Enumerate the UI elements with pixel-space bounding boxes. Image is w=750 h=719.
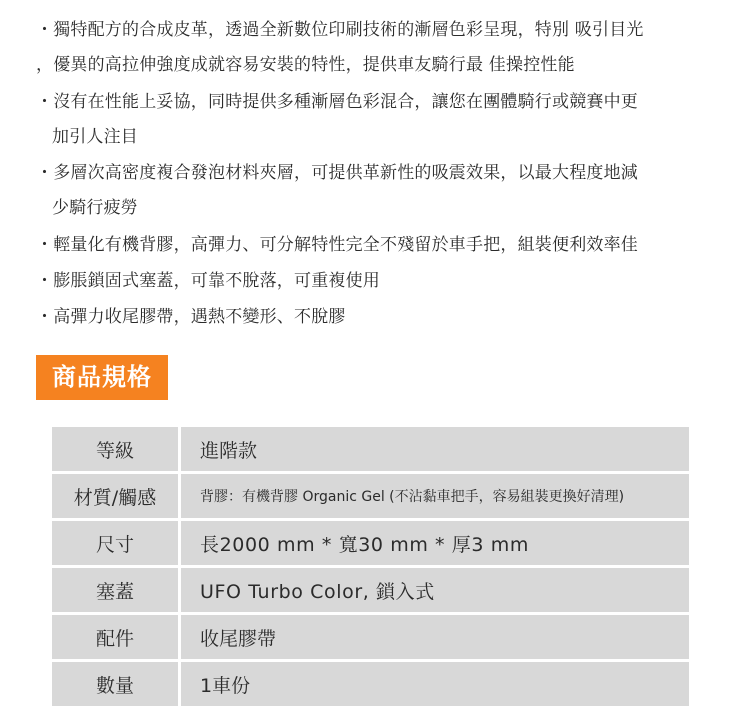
spec-value: 長2000 mm * 寬30 mm * 厚3 mm bbox=[181, 521, 689, 565]
spec-label: 塞蓋 bbox=[52, 568, 178, 612]
feature-line-8: ・膨脹鎖固式塞蓋，可靠不脫落，可重複使用 bbox=[36, 271, 380, 291]
feature-line-1: ・獨特配方的合成皮革，透過全新數位印刷技術的漸層色彩呈現，特別 吸引目光 bbox=[36, 20, 644, 40]
feature-line-2: ，優異的高拉伸強度成就容易安裝的特性，提供車友騎行最 佳操控性能 bbox=[36, 55, 575, 75]
spec-label: 數量 bbox=[52, 662, 178, 706]
spec-value: 1車份 bbox=[181, 662, 689, 706]
feature-line-7: ・輕量化有機背膠，高彈力、可分解特性完全不殘留於車手把，組裝便利效率佳 bbox=[36, 235, 638, 255]
spec-value: 背膠：有機背膠 Organic Gel (不沾黏車把手，容易組裝更換好清理) bbox=[181, 474, 689, 518]
feature-line-3: ・沒有在性能上妥協，同時提供多種漸層色彩混合，讓您在團體騎行或競賽中更 bbox=[36, 92, 638, 112]
spec-value: UFO Turbo Color, 鎖入式 bbox=[181, 568, 689, 612]
spec-row-grade bbox=[52, 427, 689, 471]
spec-row-accessory bbox=[52, 615, 689, 659]
feature-line-9: ・高彈力收尾膠帶，遇熱不變形、不脫膠 bbox=[36, 307, 346, 327]
spec-label: 等級 bbox=[52, 427, 178, 471]
spec-row-plug bbox=[52, 568, 689, 612]
spec-row-material bbox=[52, 474, 689, 518]
feature-line-6: 少騎行疲勞 bbox=[52, 198, 138, 218]
spec-value: 進階款 bbox=[181, 427, 689, 471]
spec-value: 收尾膠帶 bbox=[181, 615, 689, 659]
spec-label: 尺寸 bbox=[52, 521, 178, 565]
spec-label: 配件 bbox=[52, 615, 178, 659]
spec-table bbox=[52, 427, 689, 709]
spec-label: 材質/觸感 bbox=[52, 474, 178, 518]
spec-row-size bbox=[52, 521, 689, 565]
section-title: 商品規格 bbox=[36, 355, 168, 400]
feature-line-5: ・多層次高密度複合發泡材料夾層，可提供革新性的吸震效果，以最大程度地減 bbox=[36, 163, 638, 183]
feature-line-4: 加引人注目 bbox=[52, 127, 138, 147]
spec-row-quantity bbox=[52, 662, 689, 706]
